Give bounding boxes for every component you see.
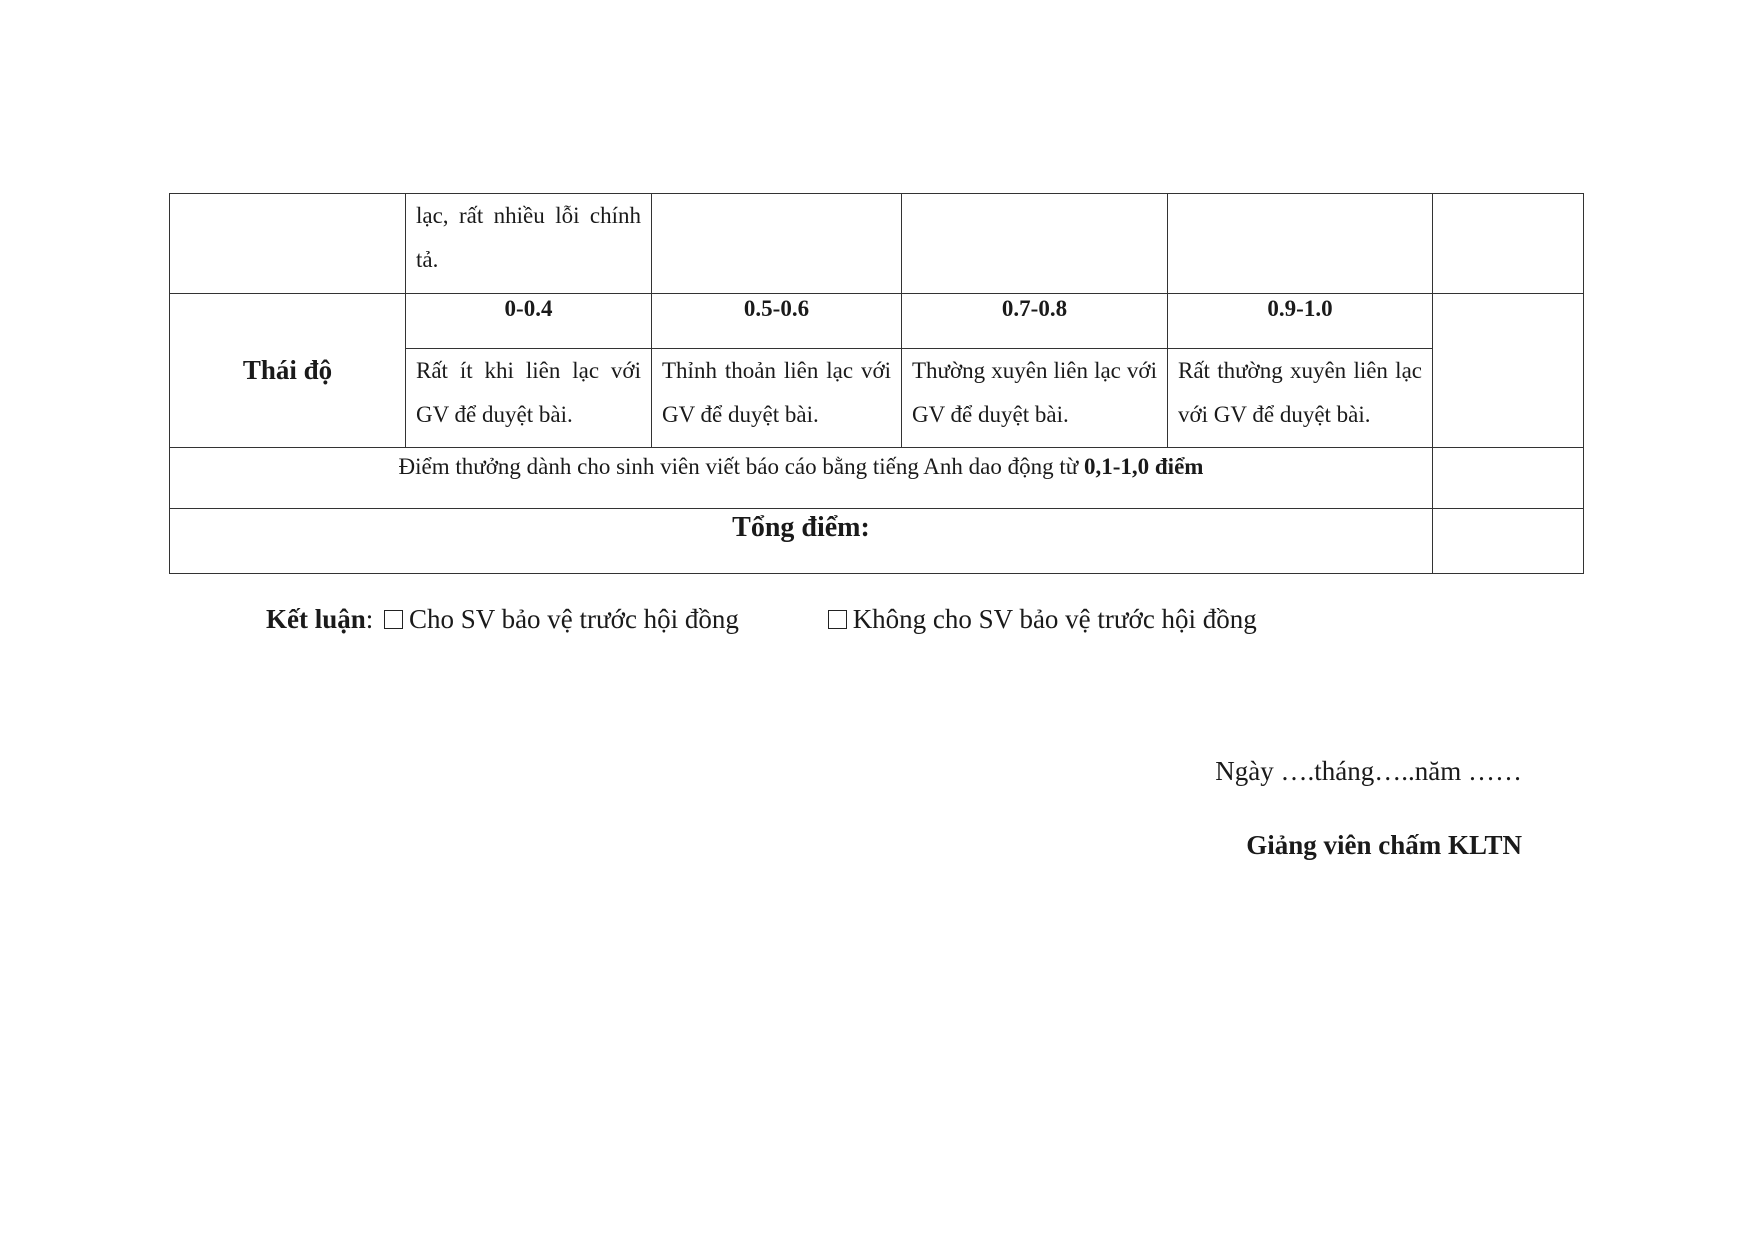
- checkbox-icon[interactable]: [384, 610, 403, 629]
- conclusion-colon: :: [365, 604, 374, 634]
- total-score-label: Tổng điểm:: [170, 509, 1433, 574]
- description-cell: Thường xuyên liên lạc với GV để duyệt bài.: [902, 349, 1168, 448]
- description-cell: [652, 194, 902, 294]
- description-cell: Rất ít khi liên lạc với GV để duyệt bài.: [406, 349, 652, 448]
- grading-rubric-table: [169, 193, 1584, 574]
- criterion-cell: [170, 194, 406, 294]
- table-row: [170, 448, 1584, 509]
- score-cell: [1433, 294, 1584, 448]
- criterion-attitude: Thái độ: [170, 294, 406, 448]
- score-range: 0.7-0.8: [902, 294, 1168, 349]
- conclusion-label: Kết luận: [266, 604, 366, 634]
- bonus-range: 0,1-1,0 điểm: [1083, 454, 1204, 479]
- score-cell: [1433, 448, 1584, 509]
- checkbox-icon[interactable]: [828, 610, 847, 629]
- table-row: [170, 194, 1584, 294]
- score-range: 0.5-0.6: [652, 294, 902, 349]
- conclusion-option-approve: Cho SV bảo vệ trước hội đồng: [409, 604, 739, 634]
- description-cell: [1168, 194, 1433, 294]
- bonus-points-cell: [170, 448, 1433, 509]
- score-range: 0-0.4: [406, 294, 652, 349]
- score-range: 0.9-1.0: [1168, 294, 1433, 349]
- description-cell: Thỉnh thoản liên lạc với GV để duyệt bài.: [652, 349, 902, 448]
- bonus-text: Điểm thưởng dành cho sinh viên viết báo cáo bằng tiếng Anh dao động từ: [398, 454, 1084, 479]
- conclusion-line: [266, 604, 1257, 635]
- total-score-cell: [1433, 509, 1584, 574]
- description-cell: lạc, rất nhiều lỗi chính tả.: [406, 194, 652, 294]
- conclusion-option-reject: Không cho SV bảo vệ trước hội đồng: [852, 604, 1257, 634]
- table-row: [170, 509, 1584, 574]
- table-row: [170, 294, 1584, 349]
- signer-title: Giảng viên chấm KLTN: [1246, 830, 1522, 860]
- description-cell: Rất thường xuyên liên lạc với GV để duyệt bài.: [1168, 349, 1433, 448]
- score-cell: [1433, 194, 1584, 294]
- date-line: Ngày ….tháng…..năm ……: [1215, 756, 1522, 786]
- conclusion-option-reject-group: [824, 604, 1257, 634]
- description-cell: [902, 194, 1168, 294]
